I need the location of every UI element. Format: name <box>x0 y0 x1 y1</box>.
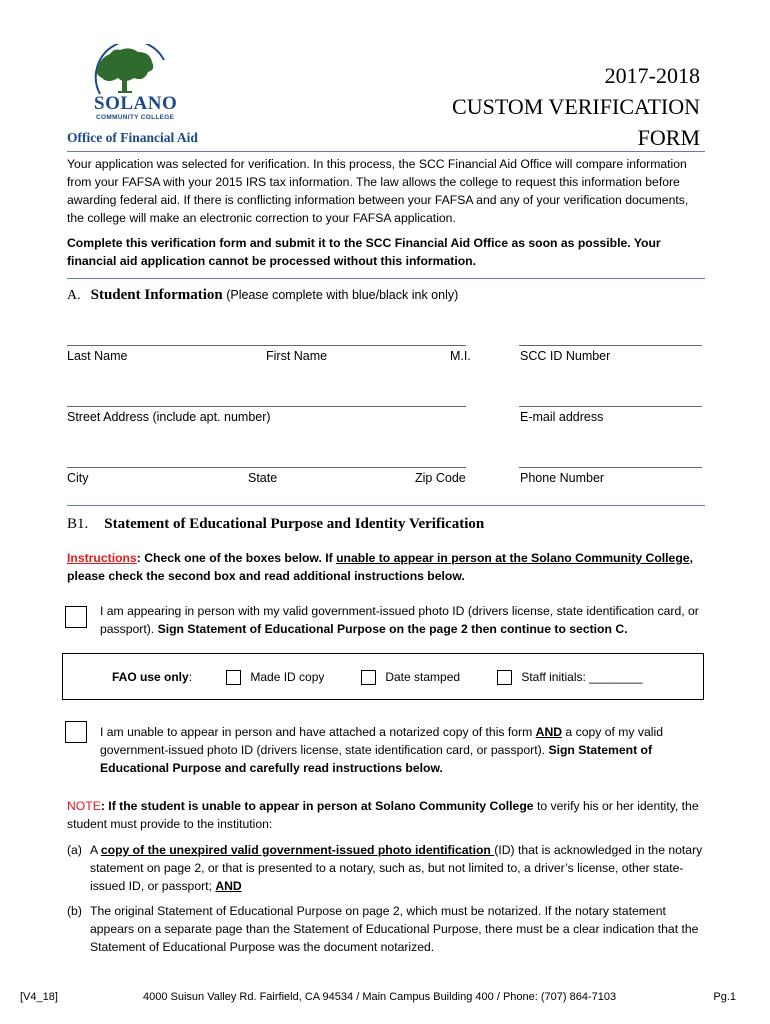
instructions-label: Instructions <box>67 551 137 565</box>
last-name-label: Last Name <box>67 349 128 363</box>
section-b1-letter: B1. <box>67 516 89 532</box>
city-label: City <box>67 471 89 485</box>
made-id-item <box>226 670 324 685</box>
instructions <box>67 549 707 585</box>
option-1-text <box>100 602 700 638</box>
section-a-note: (Please complete with blue/black ink only) <box>226 288 459 302</box>
fao-label <box>112 670 192 684</box>
section-divider <box>67 278 705 279</box>
item-a-body: (ID) that is acknowledged in the notary statement on page 2, or that is presented to a notary, such as, but not limited to, a driver’s license, other state-issued ID, or passport; <box>90 843 703 893</box>
title-line-2: FORM <box>637 125 700 150</box>
note-label: NOTE <box>67 799 101 813</box>
date-stamped-label: Date stamped <box>385 670 461 684</box>
section-a-title: Student Information <box>90 287 223 303</box>
title-line-1: CUSTOM VERIFICATION <box>452 94 700 119</box>
date-stamped-checkbox[interactable] <box>361 670 376 685</box>
college-logo-tree-icon <box>90 44 172 96</box>
appear-in-person-checkbox[interactable] <box>65 606 87 628</box>
option-2-text <box>100 723 700 777</box>
option-2-plain-b: a copy of my valid government-issued photo ID (drivers license, state identification card, or passport). <box>100 725 663 757</box>
staff-initials-item <box>497 670 643 685</box>
mi-label: M.I. <box>450 349 471 363</box>
logo-subtitle: COMMUNITY COLLEGE <box>96 114 175 121</box>
staff-initials-checkbox[interactable] <box>497 670 512 685</box>
header-divider <box>67 151 705 152</box>
street-label: Street Address (include apt. number) <box>67 410 271 424</box>
phone-line[interactable] <box>519 467 702 468</box>
fao-colon: : <box>188 670 193 684</box>
street-line[interactable] <box>67 406 466 407</box>
item-a-underlined: copy of the unexpired valid government-issued photo identification <box>100 843 495 857</box>
section-b1-heading <box>67 516 484 533</box>
section-divider-b1 <box>67 505 705 506</box>
option-2-bold: Sign Statement of Educational Purpose and carefully read instructions below. <box>100 743 653 775</box>
scc-id-label: SCC ID Number <box>520 349 611 363</box>
title-year: 2017-2018 <box>604 63 700 88</box>
logo-wordmark: SOLANO <box>94 93 178 114</box>
item-a-marker: (a) <box>67 843 82 857</box>
zip-label: Zip Code <box>415 471 466 485</box>
item-b-text: The original Statement of Educational Purpose on page 2, which must be notarized. If the notary statement appears on a separate page than the Statement of Educational Purpose, there must be a clear indication that the Statement of Educational Purpose was the document notarized. <box>90 904 699 954</box>
section-a-heading <box>67 287 458 304</box>
form-title <box>452 60 700 153</box>
item-b-marker: (b) <box>67 904 82 918</box>
section-a-letter: A. <box>67 288 81 303</box>
intro-bold-paragraph: Complete this verification form and submit it to the SCC Financial Aid Office as soon as possible. Your financial aid application cannot be processed without this information. <box>67 236 661 268</box>
item-a-text <box>90 841 705 895</box>
fao-label-text: FAO use only <box>112 670 189 684</box>
staff-initials-label: Staff initials: ________ <box>521 670 643 684</box>
option-2-and: AND <box>535 725 563 739</box>
scc-id-line[interactable] <box>519 345 702 346</box>
footer-page: Pg.1 <box>713 991 736 1003</box>
unable-to-appear-checkbox[interactable] <box>65 721 87 743</box>
state-label: State <box>248 471 278 485</box>
option-1-plain: I am appearing in person with my valid government-issued photo ID (drivers license, state identification card, or passport). <box>100 604 699 636</box>
phone-label: Phone Number <box>520 471 605 485</box>
email-label: E-mail address <box>520 410 604 424</box>
city-state-zip-line[interactable] <box>67 467 466 468</box>
name-line[interactable] <box>67 345 466 346</box>
instructions-underlined: unable to appear in person at the Solano Community College <box>336 551 690 565</box>
email-line[interactable] <box>519 406 702 407</box>
office-name: Office of Financial Aid <box>67 130 198 145</box>
item-a-and: AND <box>215 879 242 893</box>
note-paragraph <box>67 797 707 833</box>
section-b1-title: Statement of Educational Purpose and Identity Verification <box>104 516 485 532</box>
option-1-bold: Sign Statement of Educational Purpose on the page 2 then continue to section C. <box>157 622 628 636</box>
footer-address: 4000 Suisun Valley Rd. Fairfield, CA 94534 / Main Campus Building 400 / Phone: (707) 864-7103 <box>143 991 617 1003</box>
made-id-checkbox[interactable] <box>226 670 241 685</box>
made-id-label: Made ID copy <box>250 670 325 684</box>
date-stamped-item <box>361 670 460 685</box>
footer-version: [V4_18] <box>20 991 58 1003</box>
intro-paragraph: Your application was selected for verification. In this process, the SCC Financial Aid Office will compare information from your FAFSA with your 2015 IRS tax information. The law allows the college to request this information before awarding federal aid. If there is conflicting information between your FAFSA and any of your verification documents, the college will make an electronic correction to your FAFSA application. <box>67 157 689 225</box>
instructions-text: : Check one of the boxes below. If <box>136 551 337 565</box>
item-a-pre: A <box>90 843 101 857</box>
option-2-plain-a: I am unable to appear in person and have attached a notarized copy of this form <box>100 725 536 739</box>
first-name-label: First Name <box>266 349 328 363</box>
note-bold: : If the student is unable to appear in person at Solano Community College <box>100 799 534 813</box>
note-text: to verify his or her identity, the student must provide to the institution: <box>67 799 699 831</box>
instructions-tail: , please check the second box and read additional instructions below. <box>67 551 693 583</box>
